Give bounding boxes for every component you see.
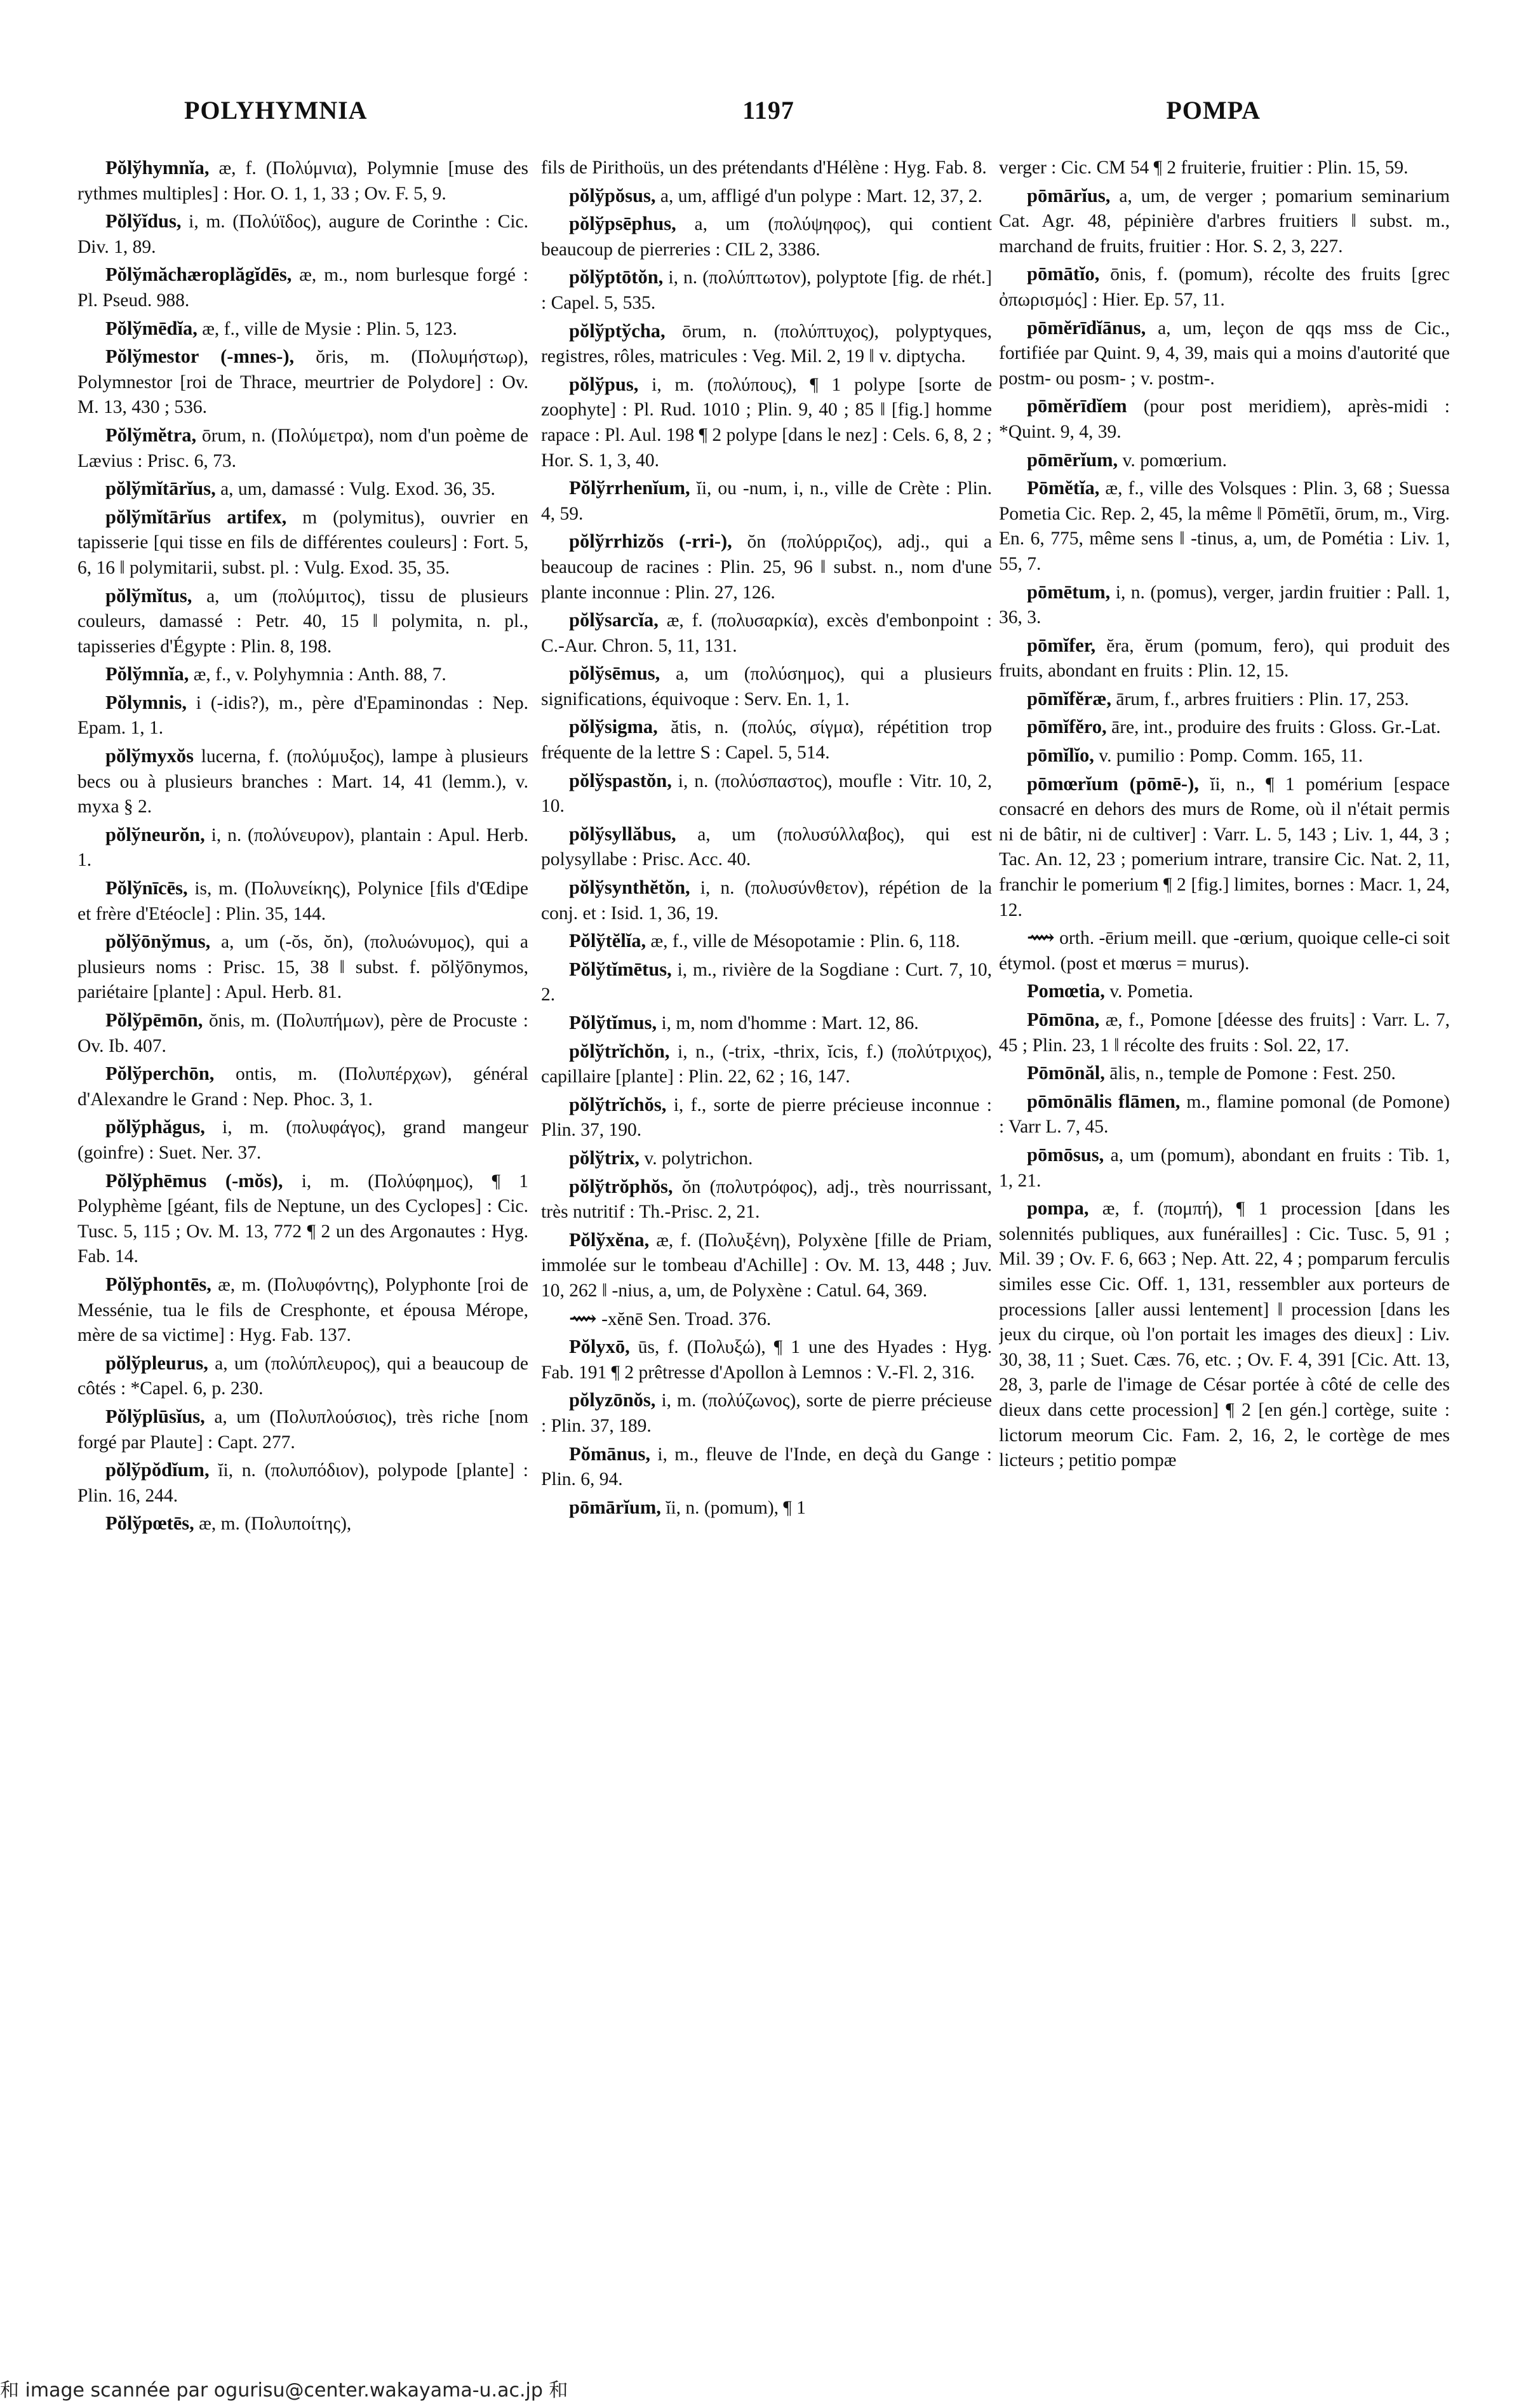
dictionary-entry — [999, 156, 1450, 181]
dictionary-entry — [77, 823, 528, 873]
entry-definition: ĭi, n. (πολυπόδιον), polypode [plante] : Plin. 16, 244. — [77, 1460, 528, 1506]
entry-definition: æ, f. (Πολύμνια), Polymnie [muse des rythmes multiples] : Hor. O. 1, 1, 33 ; Ov. F. 5, 9. — [77, 158, 528, 204]
dictionary-entry — [77, 662, 528, 688]
dictionary-entry — [77, 584, 528, 660]
entry-headword: ⟿ — [1027, 927, 1055, 949]
entry-definition: æ, f. (πολυσαρκία), excès d'embonpoint : C.-Aur. Chron. 5, 11, 131. — [541, 610, 992, 656]
dictionary-entry — [541, 1495, 992, 1521]
entry-headword: Pŏlўmēdĭa, — [105, 317, 198, 339]
entry-headword: pōmĭfĕræ, — [1027, 687, 1111, 709]
entry-definition: v. polytrichon. — [644, 1148, 753, 1169]
entry-definition: orth. -ērium meill. que -œrium, quoique celle-ci soit étymol. (post et mœrus = murus). — [999, 928, 1450, 974]
entry-headword: pŏlўptўcha, — [569, 319, 666, 342]
entry-headword: pŏlўpsēphus, — [569, 213, 676, 235]
dictionary-entry — [999, 772, 1450, 924]
dictionary-entry — [77, 1061, 528, 1112]
entry-headword: Pŏlўphontēs, — [105, 1273, 211, 1295]
entry-headword: pŏlўtrĭchŏn, — [569, 1040, 670, 1062]
entry-headword: pōmārĭus, — [1027, 184, 1111, 206]
entry-definition: i, n., (-trix, -thrix, ĭcis, f.) (πολύτριχος), capillaire [plante] : Plin. 22, 62 ; 16, 147. — [541, 1041, 992, 1087]
dictionary-entry — [77, 1115, 528, 1166]
entry-headword: pŏlўsarcĭa, — [569, 609, 659, 631]
dictionary-entry — [541, 1307, 992, 1333]
entry-headword: pŏlўneurŏn, — [105, 823, 205, 845]
dictionary-entry — [541, 875, 992, 926]
entry-definition: lucerna, f. (πολύμυξος), lampe à plusieurs becs ou à plusieurs branches : Mart. 14, 41 (lemm.), v. myxa § 2. — [77, 746, 528, 817]
entry-definition: i, m., fleuve de l'Inde, en deçà du Gange : Plin. 6, 94. — [541, 1444, 992, 1490]
entry-definition: i, n. (πολύνευρον), plantain : Apul. Herb. 1. — [77, 824, 528, 871]
entry-headword: pŏlyzōnŏs, — [569, 1389, 656, 1411]
entry-definition: i, m., rivière de la Sogdiane : Curt. 7, 10, 2. — [541, 959, 992, 1005]
entry-definition: æ, m., nom burlesque forgé : Pl. Pseud. 988. — [77, 265, 528, 311]
entry-definition: i, n. (πολύσπαστος), moufle : Vitr. 10, 2, 10. — [541, 770, 992, 817]
entry-definition: i, f., sorte de pierre précieuse inconnue : Plin. 37, 190. — [541, 1094, 992, 1141]
entry-definition: ŏnis, m. (Πολυπήμων), père de Procuste : Ov. Ib. 407. — [77, 1011, 528, 1056]
dictionary-entry — [541, 319, 992, 370]
dictionary-entry — [77, 1404, 528, 1455]
entry-headword: pŏlўmyxŏs — [105, 745, 194, 767]
dictionary-entry — [541, 1146, 992, 1172]
entry-definition: ĭi, n., ¶ 1 pomérium [espace consacré en dehors des murs de Rome, où il n'était permis ni de bâtir, ni de cultiver] : Varr. L. 5, 143 ; Liv. 1, 44, 3 ; Tac. An. 12, 23 ; pomerium intrare, transire Cic. Nat. 2, 11, franchir le pomerium ¶ 2 [fig.] limites, bornes : Macr. 1, 24, 12. — [999, 774, 1450, 920]
entry-headword: Pŏlўperchōn, — [105, 1063, 215, 1085]
entry-headword: pōmōnālis flāmen, — [1027, 1090, 1181, 1112]
entry-definition: a, um (πολύμιτος), tissu de plusieurs couleurs, damassé : Petr. 40, 15 ‖ polymita, n. pl., tapisseries d'Égypte : Plin. 8, 198. — [77, 586, 528, 657]
entry-definition: ĭi, ou -num, i, n., ville de Crète : Plin. 4, 59. — [541, 478, 992, 524]
entry-headword: pōmĭfer, — [1027, 634, 1096, 656]
dictionary-entry — [77, 1511, 528, 1537]
dictionary-entry — [541, 1334, 992, 1385]
entry-headword: pōmētum, — [1027, 581, 1111, 603]
entry-headword: pōmārĭum, — [569, 1496, 661, 1518]
entry-definition: i, n. (pomus), verger, jardin fruitier : Pall. 1, 36, 3. — [999, 582, 1450, 628]
entry-headword: pōmĭlĭo, — [1027, 744, 1094, 767]
dictionary-entry — [999, 394, 1450, 445]
entry-headword: pŏlўtrĭchŏs, — [569, 1093, 667, 1115]
entry-headword: Pŏlўmestor (-mnes-), — [105, 346, 295, 368]
dictionary-entry — [541, 929, 992, 955]
entry-headword: Pŏmānus, — [569, 1442, 650, 1465]
page-number: 1197 — [742, 96, 794, 124]
entry-definition: æ, f., ville des Volsques : Plin. 3, 68 ; Suessa Pometia Cic. Rep. 2, 45, la même ‖ Pōmētĭi, ōrum, m., Virg. En. 6, 775, même sens ‖ -tinus, a, um, de Pométia : Liv. 1, 55, 7. — [999, 478, 1450, 574]
entry-definition: ĭi, n. (pomum), ¶ 1 — [666, 1497, 806, 1518]
dictionary-entry — [999, 979, 1450, 1005]
dictionary-entry — [77, 156, 528, 206]
entry-definition: i, n. (πολύπτωτον), polyptote [fig. de rhét.] : Capel. 5, 535. — [541, 267, 992, 313]
entry-definition: ārum, f., arbres fruitiers : Plin. 17, 253. — [1116, 689, 1409, 709]
dictionary-entry — [999, 262, 1450, 313]
entry-headword: pŏlўsyllăbus, — [569, 823, 676, 845]
entry-headword: pŏlўpleurus, — [105, 1352, 208, 1374]
dictionary-entry — [541, 769, 992, 819]
entry-headword: Pŏlўĭdus, — [105, 210, 182, 232]
dictionary-entry — [999, 316, 1450, 392]
entry-definition: ūs, f. (Πολυξώ), ¶ 1 une des Hyades : Hyg. Fab. 191 ¶ 2 prêtresse d'Apollon à Lemnos : V.-Fl. 2, 316. — [541, 1337, 992, 1383]
dictionary-entry — [999, 448, 1450, 474]
entry-definition: verger : Cic. CM 54 ¶ 2 fruiterie, fruitier : Plin. 15, 59. — [999, 158, 1409, 178]
entry-definition: ontis, m. (Πολυπέρχων), général d'Alexandre le Grand : Nep. Phoc. 3, 1. — [77, 1064, 528, 1110]
entry-headword: pŏlўsigma, — [569, 716, 658, 738]
dictionary-entry — [999, 925, 1450, 976]
dictionary-entry — [77, 744, 528, 820]
entry-headword: pŏlўmĭtārĭus, — [105, 478, 216, 500]
entry-headword: pŏlўtrŏphŏs, — [569, 1175, 673, 1197]
dictionary-entry — [77, 1008, 528, 1059]
entry-headword: Pŏlўplūsĭus, — [105, 1405, 205, 1427]
entry-definition: æ, m. (Πολυποίτης), — [199, 1514, 352, 1535]
entry-definition: m., flamine pomonal (de Pomone) : Varr L. 7, 45. — [999, 1091, 1450, 1138]
dictionary-entry — [541, 1228, 992, 1304]
entry-definition: āre, int., produire des fruits : Gloss. Gr.-Lat. — [1111, 717, 1441, 738]
entry-headword: pŏlўmĭtārĭus artifex, — [105, 506, 287, 528]
entry-headword: ⟿ — [569, 1307, 597, 1329]
entry-headword: pŏlўtrix, — [569, 1146, 639, 1169]
dictionary-entry — [541, 1092, 992, 1143]
entry-definition: i (-idis?), m., père d'Epaminondas : Nep. Epam. 1, 1. — [77, 692, 528, 739]
entry-definition: i, m, nom d'homme : Mart. 12, 86. — [661, 1013, 919, 1033]
dictionary-entry — [541, 212, 992, 262]
entry-headword: pōmĕrīdĭem — [1027, 395, 1127, 417]
entry-headword: pŏlўsēmus, — [569, 662, 660, 685]
entry-definition: is, m. (Πολυνείκης), Polynice [fils d'Œdipe et frère d'Etéocle] : Plin. 35, 144. — [77, 878, 528, 924]
dictionary-entry — [77, 316, 528, 342]
dictionary-entry — [999, 476, 1450, 577]
entry-definition: a, um (πολύπλευρος), qui a beaucoup de côtés : *Capel. 6, p. 230. — [77, 1353, 528, 1399]
dictionary-entry — [541, 1442, 992, 1493]
dictionary-entry — [541, 822, 992, 873]
dictionary-entry — [541, 1011, 992, 1037]
dictionary-column-3 — [999, 156, 1450, 2328]
entry-definition: v. pomœrium. — [1122, 450, 1227, 471]
dictionary-entry — [999, 687, 1450, 713]
dictionary-entry — [77, 262, 528, 313]
entry-headword: pŏlўptōtŏn, — [569, 266, 664, 288]
entry-definition: a, um, affligé d'un polype : Mart. 12, 37, 2. — [660, 185, 982, 206]
entry-definition: fils de Pirithoüs, un des prétendants d'Hélène : Hyg. Fab. 8. — [541, 158, 987, 178]
dictionary-entry — [541, 372, 992, 473]
dictionary-entry — [541, 476, 992, 527]
dictionary-entry — [77, 690, 528, 741]
dictionary-entry — [77, 1169, 528, 1270]
entry-definition: ŏris, m. (Πολυμήστωρ), Polymnestor [roi de Thrace, meurtrier de Polydore] : Ov. M. 13, 430 ; 536. — [77, 347, 528, 418]
entry-definition: a, um (pomum), abondant en fruits : Tib. 1, 1, 21. — [999, 1145, 1450, 1191]
entry-headword: Pŏlўtĭmētus, — [569, 958, 672, 980]
entry-definition: i, m. (Πολύφημος), ¶ 1 Polyphème [géant, fils de Neptune, un des Cyclopes] : Cic. Tusc. 5, 115 ; Ov. M. 13, 772 ¶ 2 un des Argonautes : Hyg. Fab. 14. — [77, 1171, 528, 1267]
dictionary-entry — [77, 476, 528, 502]
entry-definition: æ, f. (πομπή), ¶ 1 procession [dans les solennités publiques, aux funérailles] : Cic. Tusc. 5, 91 ; Mil. 39 ; Ov. F. 6, 663 ; Nep. Att. 22, 4 ; pomparum ferculis similes esse Cic. Off. 1, 131, ressembler aux porteurs de processions [aller aussi lentement] ‖ procession [dans les jeux du cirque, où l'on portait les images des dieux] : Liv. 30, 38, 11 ; Suet. Cæs. 76, etc. ; Ov. F. 4, 391 [Cic. Att. 13, 28, 3, parle de l'image de César portée à côté de celle des dieux dans cette procession] ¶ 2 [en gén.] cortège, suite : lictorum meorum Cic. Fam. 2, 16, 2, le cortège de mes licteurs ; petitio pompæ — [999, 1199, 1450, 1471]
entry-headword: Pŏlўmăchæroplăgĭdēs, — [105, 264, 292, 286]
entry-definition: ĕra, ĕrum (pomum, fero), qui produit des fruits, abondant en fruits : Plin. 12, 15. — [999, 635, 1450, 682]
entry-definition: a, um, de verger ; pomarium seminarium Cat. Agr. 48, pépinière d'arbres fruitiers ‖ subst. m., marchand de fruits, fruitier : Hor. S. 2, 3, 227. — [999, 185, 1450, 257]
dictionary-entry — [999, 1143, 1450, 1193]
dictionary-entry — [999, 1007, 1450, 1058]
dictionary-entry — [999, 184, 1450, 260]
entry-definition: -xĕnē Sen. Troad. 376. — [601, 1308, 772, 1329]
dictionary-entry — [999, 633, 1450, 684]
entry-definition: a, um, leçon de qqs mss de Cic., fortifiée par Quint. 9, 4, 39, mais qui a moins d'autorité que postm- ou posm- ; v. postm-. — [999, 318, 1450, 389]
dictionary-entry — [999, 1089, 1450, 1140]
dictionary-entry — [541, 1039, 992, 1090]
entry-definition: a, um (-ŏs, ŏn), (πολυώνυμος), qui a plusieurs noms : Prisc. 15, 38 ‖ subst. f. pŏlўōnymos, pariétaire [plante] : Apul. Herb. 81. — [77, 932, 528, 1003]
entry-definition: ōrum, n. (πολύπτυχος), polyptyques, registres, rôles, matricules : Veg. Mil. 2, 19 ‖ v. diptycha. — [541, 321, 992, 367]
dictionary-entry — [77, 423, 528, 474]
entry-headword: pŏlўpus, — [569, 373, 639, 395]
entry-headword: pōmĕrīdĭānus, — [1027, 316, 1146, 339]
entry-definition: æ, f., ville de Mysie : Plin. 5, 123. — [202, 318, 457, 339]
entry-headword: Pŏlўtĕlĭa, — [569, 930, 646, 952]
dictionary-entry — [541, 661, 992, 712]
entry-headword: Pŏlўtĭmus, — [569, 1012, 657, 1033]
entry-definition: i, m. (πολύπους), ¶ 1 polype [sorte de zoophyte] : Pl. Rud. 1010 ; Plin. 9, 40 ; 85 ‖ [fig.] homme rapace : Pl. Aul. 198 ¶ 2 polype [dans le nez] : Cels. 6, 8, 2 ; Hor. S. 1, 3, 40. — [541, 374, 992, 471]
entry-definition: m (polymitus), ouvrier en tapisserie [qui tisse en fils de différentes couleurs] : Fort. 5, 6, 16 ‖ polymitarii, subst. pl. : Vulg. Exod. 35, 35. — [77, 507, 528, 578]
entry-definition: ŏn (πολύρριζος), adj., qui a beaucoup de racines : Plin. 25, 96 ‖ subst. n., nom d'une plante inconnue : Plin. 27, 126. — [541, 532, 992, 603]
entry-headword: Pŏlўphēmus (-mŏs), — [105, 1169, 283, 1192]
entry-definition: v. pumilio : Pomp. Comm. 165, 11. — [1099, 746, 1363, 767]
dictionary-entry — [77, 929, 528, 1005]
entry-headword: Pŏlymnis, — [105, 691, 187, 713]
dictionary-entry — [541, 608, 992, 659]
entry-definition: a, um (πολύψηφος), qui contient beaucoup de pierreries : CIL 2, 3386. — [541, 214, 992, 260]
scan-credit-footer: 和 image scannée par ogurisu@center.wakayama-u.ac.jp 和 — [0, 2379, 568, 2402]
entry-headword: pōmātĭo, — [1027, 263, 1100, 285]
entry-headword: Pŏlўpēmōn, — [105, 1009, 203, 1031]
entry-definition: a, um (πολυσύλλαβος), qui est polysyllabe : Prisc. Acc. 40. — [541, 824, 992, 870]
dictionary-entry — [77, 505, 528, 581]
entry-definition: i, m. (πολύζωνος), sorte de pierre précieuse : Plin. 37, 189. — [541, 1390, 992, 1436]
entry-definition: æ, m. (Πολυφόντης), Polyphonte [roi de Messénie, tua le fils de Cresphonte, et épousa Mérope, mère de sa victime] : Hyg. Fab. 137. — [77, 1274, 528, 1346]
dictionary-column-2 — [541, 156, 992, 2328]
entry-headword: pŏlўrrhizŏs (-rri-), — [569, 530, 732, 553]
dictionary-entry — [541, 957, 992, 1008]
dictionary-entry — [999, 1061, 1450, 1087]
entry-headword: Pŏlyxō, — [569, 1336, 630, 1358]
dictionary-entry — [77, 1351, 528, 1402]
entry-definition: ōnis, f. (pomum), récolte des fruits [grec ὀπωρισμός] : Hier. Ep. 57, 11. — [999, 264, 1450, 310]
entry-definition: ătis, n. (πολύς, σίγμα), répétition trop fréquente de la lettre S : Capel. 5, 514. — [541, 717, 992, 763]
entry-headword: pŏlўpŏdĭum, — [105, 1459, 210, 1481]
entry-definition: æ, f., v. Polyhymnia : Anth. 88, 7. — [193, 664, 446, 685]
dictionary-entry — [541, 715, 992, 765]
dictionary-entry — [77, 1272, 528, 1348]
dictionary-entry — [999, 1196, 1450, 1474]
dictionary-entry — [541, 1388, 992, 1439]
entry-headword: Pŏlўhymnĭa, — [105, 157, 210, 178]
entry-headword: Pōmĕtĭa, — [1027, 477, 1100, 499]
entry-headword: Pŏlўrrhenĭum, — [569, 477, 690, 499]
dictionary-entry — [77, 209, 528, 260]
dictionary-entry — [541, 156, 992, 181]
entry-headword: pŏlўōnўmus, — [105, 931, 211, 953]
entry-definition: a, um, damassé : Vulg. Exod. 36, 35. — [220, 479, 495, 500]
dictionary-entry — [999, 715, 1450, 741]
entry-definition: a, um (πολύσημος), qui a plusieurs significations, équivoque : Serv. En. 1, 1. — [541, 664, 992, 709]
entry-headword: Pŏlўpœtēs, — [105, 1512, 194, 1535]
entry-headword: Pŏlўxĕna, — [569, 1228, 650, 1251]
dictionary-entry — [77, 876, 528, 927]
running-head-right: POMPA — [1166, 96, 1261, 124]
entry-headword: pŏlўphăgus, — [105, 1116, 205, 1138]
entry-definition: æ, f., ville de Mésopotamie : Plin. 6, 118. — [650, 931, 960, 952]
entry-definition: i, m. (Πολύϊδος), augure de Corinthe : Cic. Div. 1, 89. — [77, 212, 528, 257]
entry-definition: (pour post meridiem), après-midi : *Quint. 9, 4, 39. — [999, 396, 1450, 442]
entry-definition: a, um (Πολυπλούσιος), très riche [nom forgé par Plaute] : Capt. 277. — [77, 1406, 528, 1453]
entry-headword: Pŏlўnīcēs, — [105, 877, 188, 899]
entry-headword: pŏlўspastŏn, — [569, 769, 672, 791]
entry-headword: Pōmōna, — [1027, 1009, 1100, 1030]
entry-headword: Pŏlўmnĭa, — [105, 663, 189, 685]
dictionary-column-1 — [77, 156, 528, 2328]
entry-headword: pŏlўpŏsus, — [569, 184, 656, 206]
entry-headword: pōmērĭum, — [1027, 448, 1118, 471]
entry-headword: pompa, — [1027, 1197, 1089, 1220]
entry-definition: ōrum, n. (Πολύμετρα), nom d'un poème de Lævius : Prisc. 6, 73. — [77, 425, 528, 471]
entry-headword: pŏlўsynthĕtŏn, — [569, 877, 690, 899]
entry-definition: ŏn (πολυτρόφος), adj., très nourrissant, très nutritif : Th.-Prisc. 2, 21. — [541, 1176, 992, 1223]
entry-headword: pŏlўmĭtus, — [105, 584, 192, 607]
entry-headword: pōmĭfĕro, — [1027, 716, 1107, 738]
dictionary-entry — [77, 1458, 528, 1509]
entry-definition: æ, f., Pomone [déesse des fruits] : Varr. L. 7, 45 ; Plin. 23, 1 ‖ récolte des fruits : Sol. 22, 17. — [999, 1010, 1450, 1056]
entry-definition: v. Pometia. — [1109, 981, 1193, 1002]
dictionary-entry — [77, 344, 528, 420]
entry-headword: Pomœtia, — [1027, 980, 1105, 1002]
dictionary-entry — [541, 529, 992, 605]
dictionary-entry — [541, 184, 992, 210]
entry-definition: i, m. (πολυφάγος), grand mangeur (goinfre) : Suet. Ner. 37. — [77, 1117, 528, 1163]
running-head-left: POLYHYMNIA — [184, 96, 368, 124]
entry-definition: i, n. (πολυσύνθετον), répétion de la conj. et : Isid. 1, 36, 19. — [541, 878, 992, 924]
entry-headword: Pōmōnăl, — [1027, 1062, 1105, 1084]
dictionary-entry — [999, 580, 1450, 631]
dictionary-entry — [541, 265, 992, 316]
dictionary-entry — [541, 1174, 992, 1225]
entry-definition: æ, f. (Πολυξένη), Polyxène [fille de Priam, immolée sur le tombeau d'Achille] : Ov. M. 13, 448 ; Juv. 10, 262 ‖ -nius, a, um, de Polyxène : Catul. 64, 369. — [541, 1230, 992, 1301]
page-header — [0, 95, 1540, 152]
entry-headword: Pŏlўmĕtra, — [105, 424, 197, 446]
entry-definition: ālis, n., temple de Pomone : Fest. 250. — [1109, 1063, 1396, 1084]
entry-headword: pōmōsus, — [1027, 1143, 1104, 1166]
entry-headword: pōmœrĭum (pōmē-), — [1027, 772, 1199, 795]
dictionary-entry — [999, 743, 1450, 769]
